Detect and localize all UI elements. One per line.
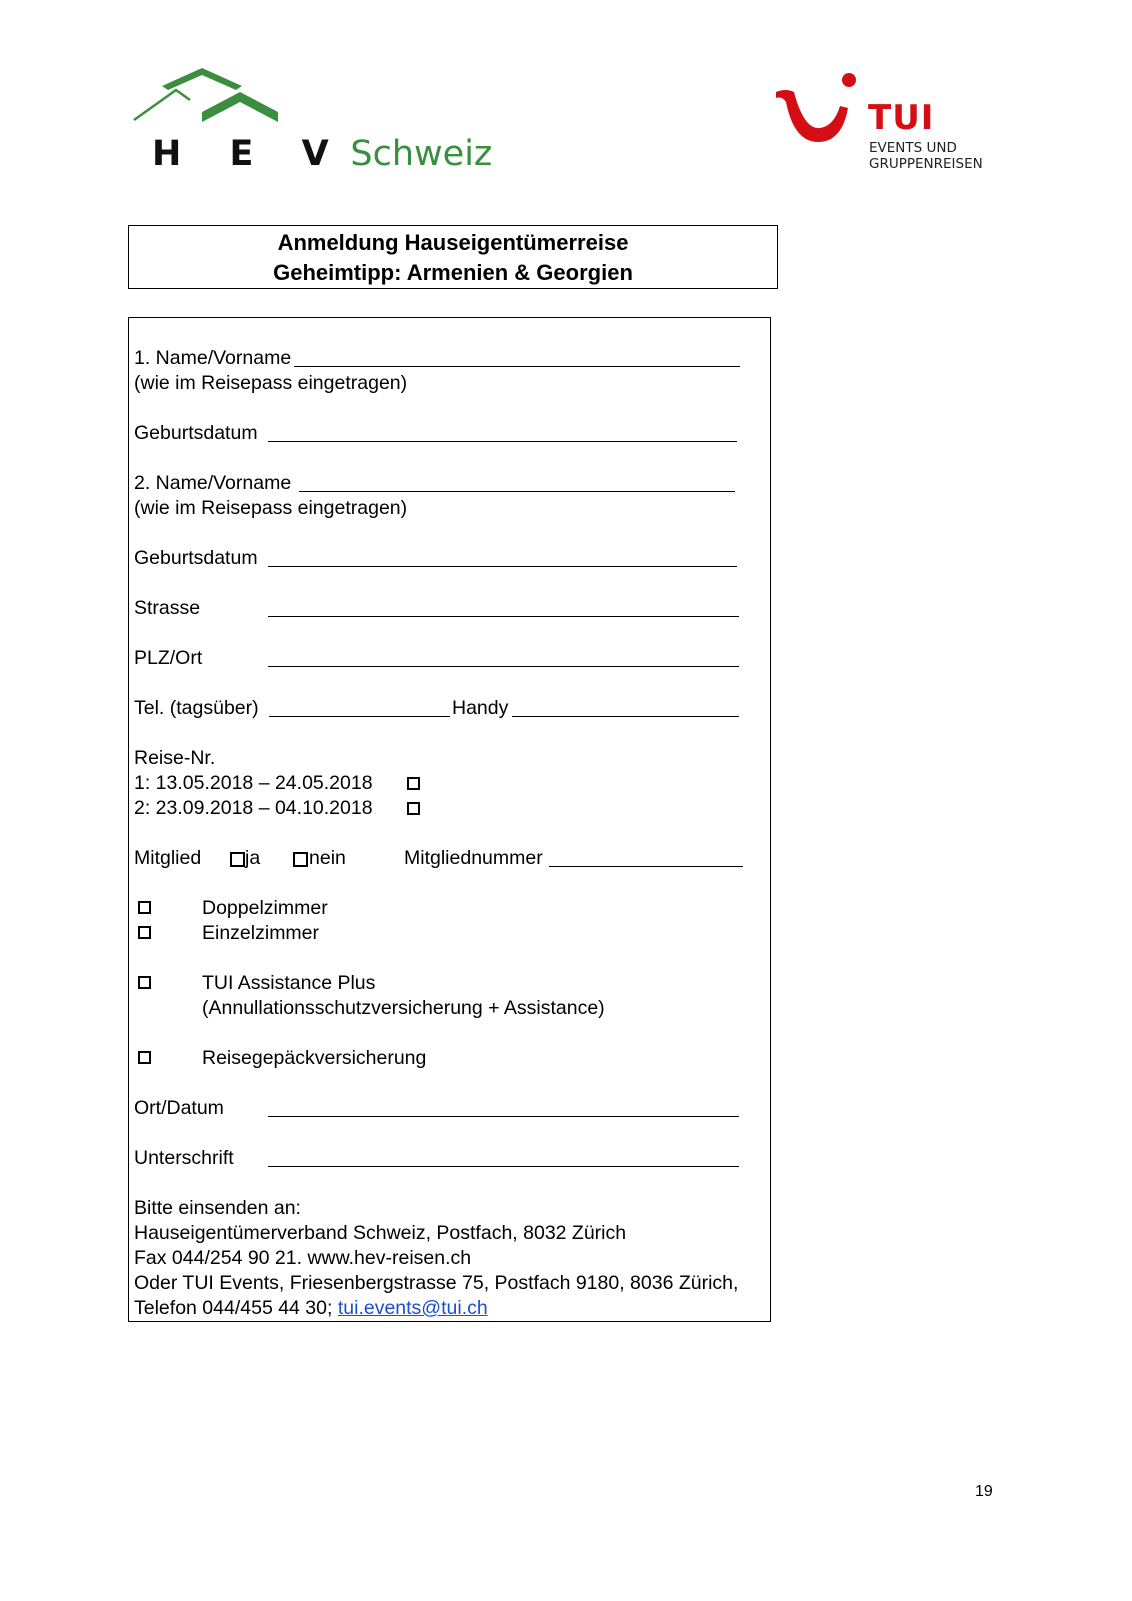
handy-label: Handy xyxy=(452,697,509,719)
tui-word: TUI xyxy=(868,98,935,138)
hev-logo xyxy=(132,68,493,178)
street-label: Strasse xyxy=(134,597,201,619)
trip2-label: 2: 23.09.2018 – 04.10.2018 xyxy=(134,797,373,819)
house-roof-icon xyxy=(132,68,282,128)
birth2-field[interactable] xyxy=(268,566,737,567)
title-box xyxy=(128,225,778,289)
title-line2: Geheimtipp: Armenien & Georgien xyxy=(273,260,633,285)
page-number: 19 xyxy=(975,1483,993,1500)
place-date-field[interactable] xyxy=(268,1116,739,1117)
plz-field[interactable] xyxy=(268,666,739,667)
double-room-checkbox[interactable] xyxy=(138,901,151,914)
tui-sub-line1: EVENTS UND xyxy=(869,140,957,156)
tui-sub-line2: GRUPPENREISEN xyxy=(869,156,983,172)
phone-text: Telefon 044/455 44 30; xyxy=(134,1297,338,1319)
send-line1: Hauseigentümerverband Schweiz, Postfach, 8032 Zürich xyxy=(134,1222,627,1244)
birth1-label: Geburtsdatum xyxy=(134,422,258,444)
assistance-label: TUI Assistance Plus xyxy=(202,972,376,994)
hev-letters: H E V xyxy=(152,134,347,174)
birth1-field[interactable] xyxy=(268,441,737,442)
tui-subtitle xyxy=(869,140,983,172)
street-field[interactable] xyxy=(268,616,739,617)
member-no-label: nein xyxy=(309,847,346,869)
tui-smile-icon xyxy=(772,70,864,150)
send-line2: Fax 044/254 90 21. www.hev-reisen.ch xyxy=(134,1247,472,1269)
trip1-label: 1: 13.05.2018 – 24.05.2018 xyxy=(134,772,373,794)
member-number-label: Mitgliednummer xyxy=(404,847,543,869)
luggage-checkbox[interactable] xyxy=(138,1051,151,1064)
member-label: Mitglied xyxy=(134,847,202,869)
email-link[interactable]: tui.events@tui.ch xyxy=(337,1297,488,1319)
assistance-note: (Annullationsschutzversicherung + Assistance) xyxy=(202,997,605,1019)
luggage-label: Reisegepäckversicherung xyxy=(202,1047,427,1069)
hev-schweiz: Schweiz xyxy=(350,134,493,174)
plz-label: PLZ/Ort xyxy=(134,647,203,669)
member-no-checkbox[interactable] xyxy=(293,852,308,867)
birth2-label: Geburtsdatum xyxy=(134,547,258,569)
send-line4 xyxy=(134,1296,488,1321)
tel-label: Tel. (tagsüber) xyxy=(134,697,259,719)
name1-label: 1. Name/Vorname xyxy=(134,347,292,369)
member-yes-label: ja xyxy=(245,847,261,869)
signature-field[interactable] xyxy=(268,1166,739,1167)
member-number-field[interactable] xyxy=(549,866,743,867)
passport-note-2: (wie im Reisepass eingetragen) xyxy=(134,497,408,519)
name1-field[interactable] xyxy=(294,366,740,367)
assistance-checkbox[interactable] xyxy=(138,976,151,989)
signature-label: Unterschrift xyxy=(134,1147,234,1169)
tui-logo xyxy=(772,70,1002,180)
hev-wordmark xyxy=(152,134,492,174)
handy-field[interactable] xyxy=(512,716,739,717)
member-yes-checkbox[interactable] xyxy=(230,852,245,867)
title-line1: Anmeldung Hauseigentümerreise xyxy=(277,230,629,255)
place-date-label: Ort/Datum xyxy=(134,1097,224,1119)
trip1-checkbox[interactable] xyxy=(407,777,420,790)
single-room-checkbox[interactable] xyxy=(138,926,151,939)
single-room-label: Einzelzimmer xyxy=(202,922,320,944)
tel-field[interactable] xyxy=(269,716,450,717)
double-room-label: Doppelzimmer xyxy=(202,897,328,919)
name2-label: 2. Name/Vorname xyxy=(134,472,292,494)
name2-field[interactable] xyxy=(299,491,735,492)
passport-note-1: (wie im Reisepass eingetragen) xyxy=(134,372,408,394)
send-intro: Bitte einsenden an: xyxy=(134,1197,301,1219)
trip2-checkbox[interactable] xyxy=(407,802,420,815)
send-line3: Oder TUI Events, Friesenbergstrasse 75, Postfach 9180, 8036 Zürich, xyxy=(134,1272,739,1294)
trip-label: Reise-Nr. xyxy=(134,747,216,769)
